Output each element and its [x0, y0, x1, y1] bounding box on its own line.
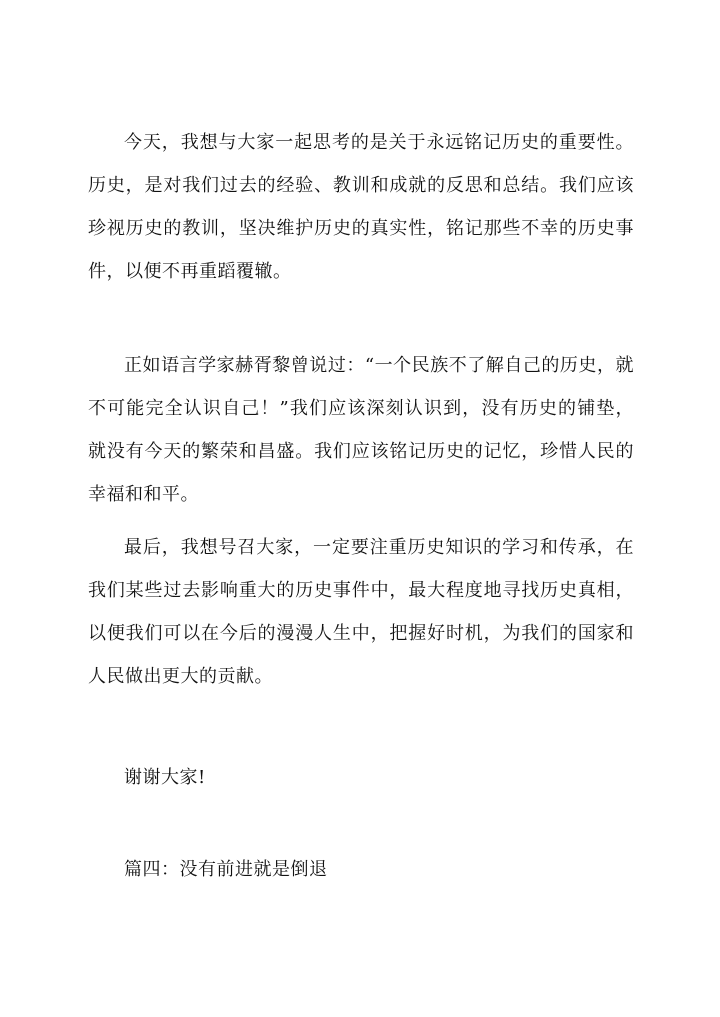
paragraph-call-to-action: 最后，我想号召大家，一定要注重历史知识的学习和传承，在我们某些过去影响重大的历史事件中，最大程度地寻找历史真相，以便我们可以在今后的漫漫人生中，把握好时机，为我们的国家和人民做出更大的贡献。	[88, 537, 634, 687]
paragraph-remember-history: 今天，我想与大家一起思考的是关于永远铭记历史的重要性。历史，是对我们过去的经验、教训和成就的反思和总结。我们应该珍视历史的教训，坚决维护历史的真实性，铭记那些不幸的历史事件，以便不再重蹈覆辙。	[88, 132, 634, 282]
section-heading: 篇四：没有前进就是倒退	[124, 859, 328, 880]
paragraph-thanks: 谢谢大家!	[124, 767, 206, 788]
paragraph-huxley-quote: 正如语言学家赫胥黎曾说过：“一个民族不了解自己的历史，就不可能完全认识自己！”我们应该深刻认识到，没有历史的铺垫，就没有今天的繁荣和昌盛。我们应该铭记历史的记忆，珍惜人民的幸福和和平。	[88, 355, 634, 505]
